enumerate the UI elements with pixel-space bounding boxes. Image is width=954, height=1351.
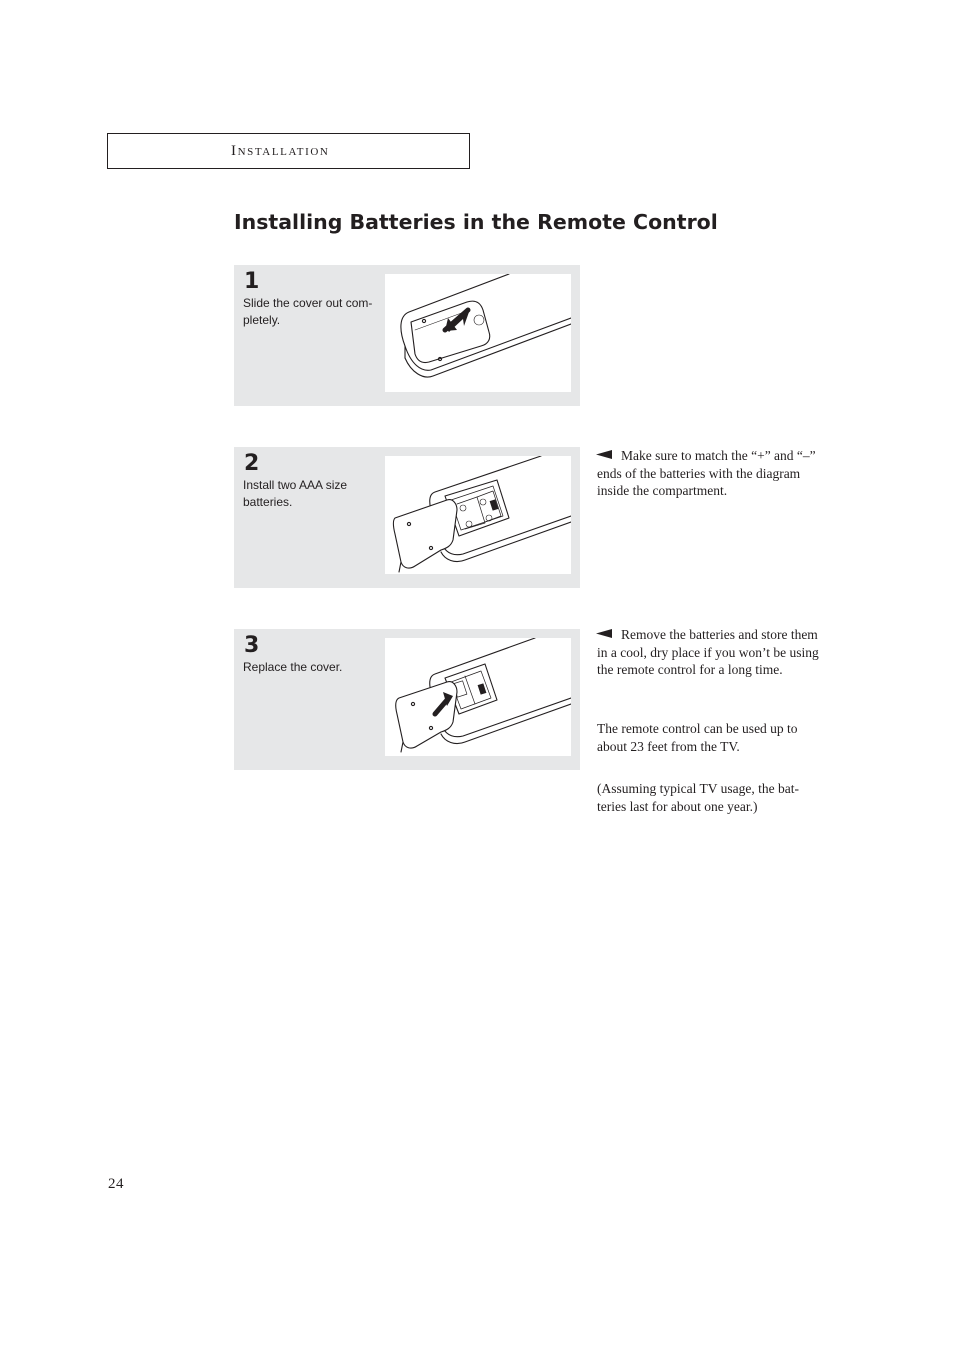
note-remote-range: The remote control can be used up to about 23 feet from the TV.	[597, 721, 798, 754]
remote-cover-replace-illustration	[385, 638, 571, 756]
step-panel-2	[234, 447, 580, 588]
step-instruction: Slide the cover out com-pletely.	[243, 296, 373, 327]
note-text: Remove the batteries and store them in a cool, dry place if you won’t be using the remote control for a long time.	[597, 627, 819, 678]
step-instruction: Replace the cover.	[243, 660, 343, 674]
page-title: Installing Batteries in the Remote Control	[234, 210, 718, 234]
section-header-box	[107, 133, 470, 169]
note-battery-polarity	[597, 446, 823, 500]
step-number: 3	[244, 633, 260, 658]
note-battery-life: (Assuming typical TV usage, the bat-teries last for about one year.)	[597, 781, 799, 814]
step-panel-3	[234, 629, 580, 770]
step-number: 2	[244, 451, 260, 476]
section-label: Installation	[231, 143, 330, 159]
remote-cover-slide-illustration	[385, 274, 571, 392]
note-battery-storage	[597, 625, 823, 679]
step-number: 1	[244, 269, 260, 294]
pointer-triangle-icon	[596, 446, 616, 464]
note-text: Make sure to match the “+” and “–” ends of the batteries with the diagram inside the compartment.	[597, 448, 816, 499]
pointer-triangle-icon	[596, 625, 616, 643]
step-panel-1	[234, 265, 580, 406]
step-instruction: Install two AAA size batteries.	[243, 478, 348, 509]
remote-battery-compartment-illustration	[385, 456, 571, 574]
page-number: 24	[108, 1176, 124, 1192]
